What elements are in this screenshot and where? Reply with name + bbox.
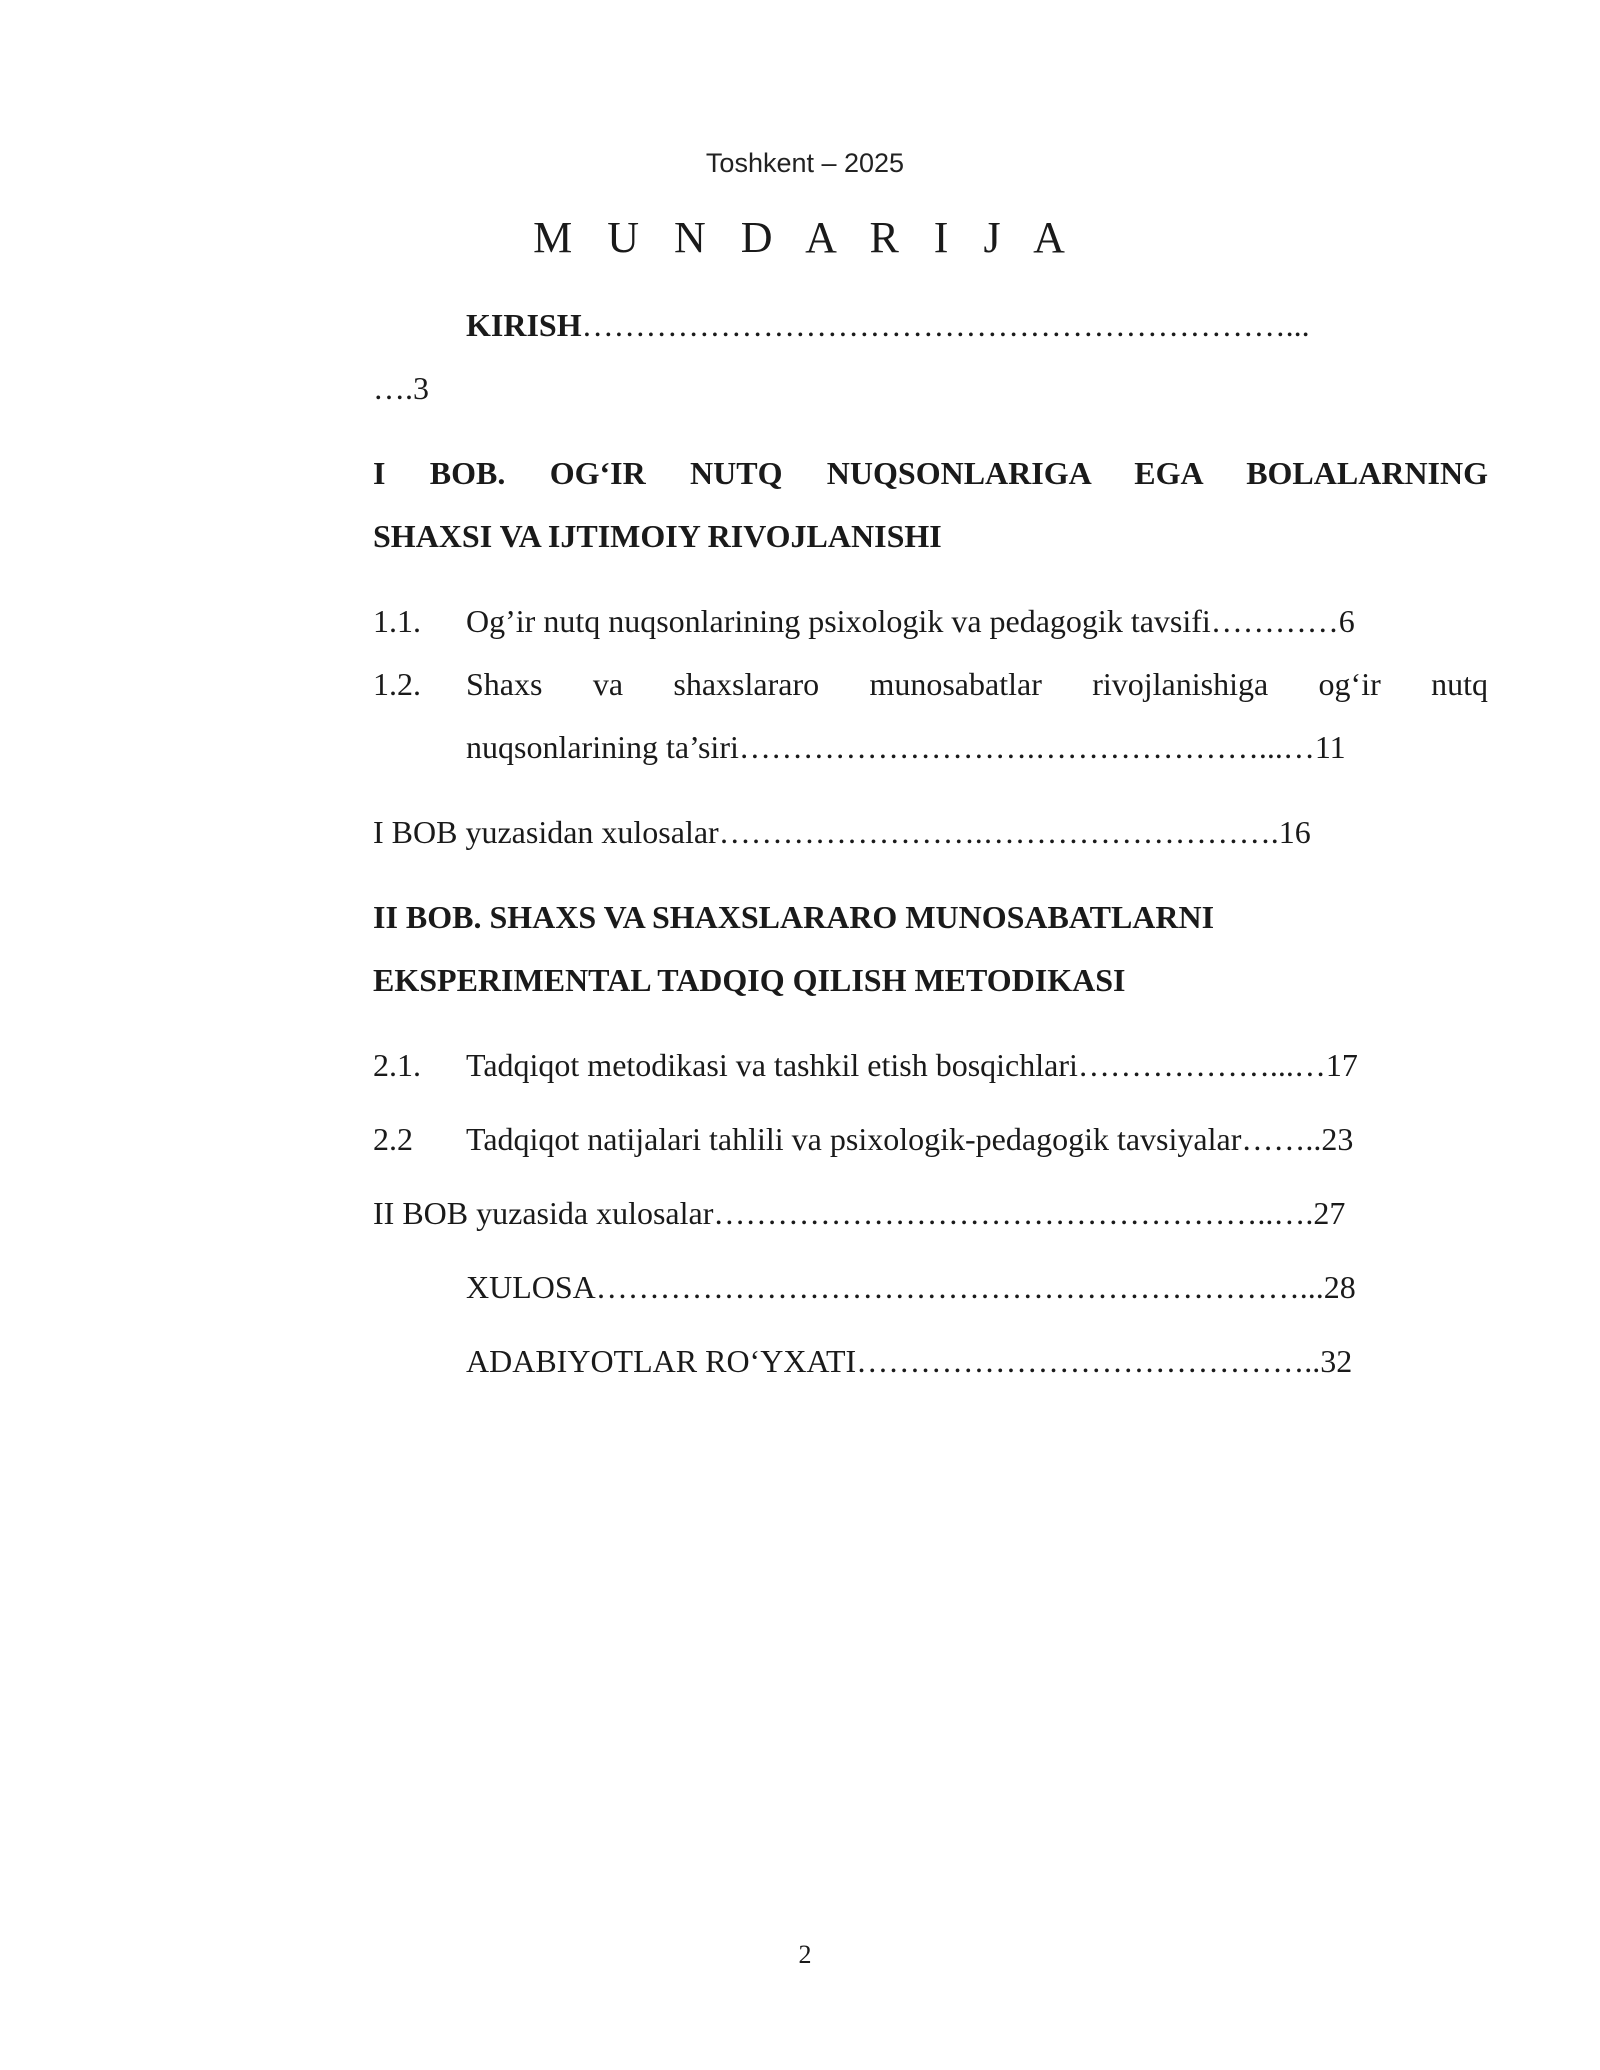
toc-entry-1-2-number: 1.2. bbox=[373, 666, 421, 702]
place-year: Toshkent – 2025 bbox=[705, 148, 905, 178]
toc-chapter1-summary: I BOB yuzasidan xulosalar…………………….……………………….16 bbox=[373, 814, 1311, 850]
toc-chapter2-line1: II BOB. SHAXS VA SHAXSLARARO MUNOSABATLARNI bbox=[373, 899, 1215, 935]
toc-xulosa: XULOSA…………………………………………………………...28 bbox=[466, 1269, 1356, 1305]
toc-chapter1-line2: SHAXSI VA IJTIMOIY RIVOJLANISHI bbox=[373, 518, 942, 554]
page-title: M U N D A R I J A bbox=[533, 213, 1077, 262]
toc-chapter2-line2: EKSPERIMENTAL TADQIQ QILISH METODIKASI bbox=[373, 962, 1126, 998]
toc-entry-1-2-line1: Shaxs va shaxslararo munosabatlar rivojlanishiga og‘ir nutq bbox=[466, 666, 1488, 702]
toc-kirish-label: KIRISH bbox=[466, 307, 582, 343]
toc-entry-2-2-text: Tadqiqot natijalari tahlili va psixologik-pedagogik tavsiyalar……..23 bbox=[466, 1121, 1354, 1157]
page-number: 2 bbox=[798, 1940, 812, 1969]
toc-chapter2-summary: II BOB yuzasida xulosalar……………………………………………..….27 bbox=[373, 1195, 1346, 1231]
toc-references: ADABIYOTLAR RO‘YXATI……………………………………..32 bbox=[466, 1343, 1353, 1379]
toc-entry-1-1-text: Og’ir nutq nuqsonlarining psixologik va pedagogik tavsifi…………6 bbox=[466, 603, 1355, 639]
toc-chapter1-line1: I BOB. OG‘IR NUTQ NUQSONLARIGA EGA BOLALARNING bbox=[373, 455, 1488, 491]
toc-entry-1-2-line2: nuqsonlarining ta’siri……………………….…………………...…11 bbox=[466, 729, 1346, 765]
toc-entry-2-1 bbox=[373, 1034, 1488, 1097]
toc-entry-2-2 bbox=[373, 1108, 1488, 1171]
toc-entry-kirish bbox=[373, 294, 1488, 357]
toc-kirish-dots: …………………………………………………………... bbox=[581, 307, 1310, 343]
table-of-contents bbox=[373, 294, 1488, 1393]
toc-entry-1-2 bbox=[373, 653, 1488, 716]
toc-entry-2-1-text: Tadqiqot metodikasi va tashkil etish bosqichlari………………...…17 bbox=[466, 1047, 1358, 1083]
toc-kirish-page: ….3 bbox=[373, 370, 429, 406]
toc-entry-2-1-number: 2.1. bbox=[373, 1047, 421, 1083]
toc-entry-2-2-number: 2.2 bbox=[373, 1121, 413, 1157]
toc-entry-1-1 bbox=[373, 590, 1488, 653]
toc-entry-1-1-number: 1.1. bbox=[373, 603, 421, 639]
